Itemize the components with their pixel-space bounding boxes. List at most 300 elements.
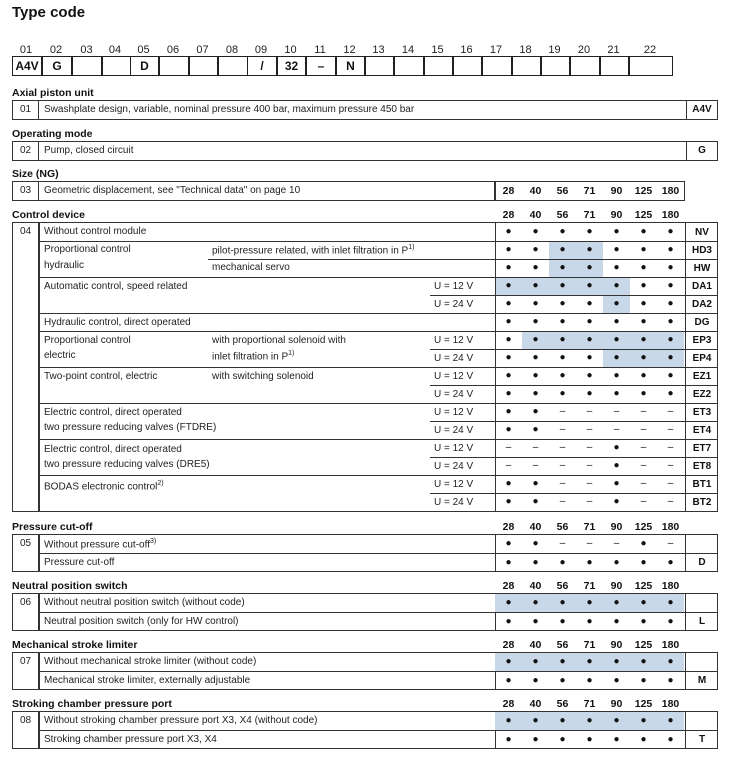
not-available-mark: – — [667, 442, 674, 453]
control-r2c: pilot-pressure related, with inlet filtration in $P^{1)}$ — [212, 244, 415, 257]
nps-row1-label: Without neutral position switch (without code) — [44, 597, 245, 608]
code-box — [394, 56, 424, 76]
control-code: NV — [695, 227, 709, 238]
size-header: 180 — [661, 698, 680, 710]
available-mark: ● — [505, 406, 512, 417]
position-number: 03 — [80, 44, 93, 56]
not-available-mark: – — [613, 424, 620, 435]
available-mark: ● — [505, 734, 512, 745]
size-value: 180 — [661, 185, 680, 197]
available-mark: ● — [559, 316, 566, 327]
code-box — [482, 56, 512, 76]
control-r15a: BODAS electronic control$^{2)}$ — [44, 480, 164, 493]
available-mark: ● — [505, 316, 512, 327]
size-header: 28 — [502, 639, 515, 651]
available-mark: ● — [613, 616, 620, 627]
code-box — [72, 56, 103, 76]
available-mark: ● — [522, 712, 549, 730]
available-mark: ● — [532, 496, 539, 507]
not-available-mark: – — [586, 538, 593, 549]
size-header: 56 — [556, 521, 569, 533]
voltage-label: U = 12 V — [434, 443, 474, 454]
position-number: 22 — [643, 44, 657, 56]
available-mark: ● — [505, 557, 512, 568]
code-box: – — [306, 56, 336, 76]
not-available-mark: – — [559, 442, 566, 453]
available-mark: ● — [495, 712, 522, 730]
size-header: 90 — [610, 521, 623, 533]
scp-number: 08 — [20, 715, 32, 726]
control-r3c: mechanical servo — [212, 262, 290, 273]
available-mark: ● — [532, 406, 539, 417]
scp-row1-label: Without stroking chamber pressure port X3, X4 (without code) — [44, 715, 318, 726]
available-mark: ● — [613, 262, 620, 273]
available-mark: ● — [640, 616, 647, 627]
control-code: EZ1 — [692, 371, 712, 382]
available-mark: ● — [505, 370, 512, 381]
section-pco-heading: Pressure cut-off — [12, 521, 93, 533]
available-mark: ● — [630, 594, 657, 612]
available-mark: ● — [495, 277, 522, 295]
position-number: 08 — [225, 44, 239, 56]
available-mark: ● — [657, 594, 684, 612]
axial-text: Swashplate design, variable, nominal pressure 400 bar, maximum pressure 450 bar — [44, 104, 415, 115]
available-mark: ● — [613, 370, 620, 381]
available-mark: ● — [549, 331, 576, 349]
available-mark: ● — [613, 442, 620, 453]
available-mark: ● — [505, 538, 512, 549]
available-mark: ● — [586, 298, 593, 309]
size-header: 180 — [661, 521, 680, 533]
voltage-label: U = 12 V — [434, 479, 474, 490]
available-mark: ● — [576, 259, 603, 277]
axial-number: 01 — [20, 104, 32, 115]
size-value: 71 — [583, 185, 596, 197]
position-number: 04 — [108, 44, 122, 56]
control-r7b: electric — [44, 350, 76, 361]
not-available-mark: – — [640, 460, 647, 471]
available-mark: ● — [505, 334, 512, 345]
available-mark: ● — [532, 675, 539, 686]
available-mark: ● — [603, 349, 630, 367]
not-available-mark: – — [586, 478, 593, 489]
size-header: 71 — [583, 521, 596, 533]
control-code: DG — [694, 317, 710, 328]
available-mark: ● — [559, 226, 566, 237]
size-header: 40 — [529, 521, 542, 533]
control-r7d: inlet filtration in $P^{1)}$ — [212, 350, 295, 363]
available-mark: ● — [505, 226, 512, 237]
control-code: BT1 — [692, 479, 712, 490]
control-code: DA2 — [691, 299, 712, 310]
available-mark: ● — [549, 594, 576, 612]
code-box: / — [247, 56, 277, 76]
code-box: N — [336, 56, 365, 76]
available-mark: ● — [640, 370, 647, 381]
position-number: 06 — [166, 44, 180, 56]
size-header: 40 — [529, 698, 542, 710]
msl-row2-label: Mechanical stroke limiter, externally adjustable — [44, 675, 251, 686]
available-mark: ● — [532, 244, 539, 255]
available-mark: ● — [549, 241, 576, 259]
available-mark: ● — [586, 370, 593, 381]
available-mark: ● — [586, 557, 593, 568]
axial-code: A4V — [692, 104, 712, 115]
control-code: ET8 — [692, 461, 712, 472]
available-mark: ● — [495, 653, 522, 671]
available-mark: ● — [630, 349, 657, 367]
available-mark: ● — [532, 478, 539, 489]
available-mark: ● — [640, 734, 647, 745]
available-mark: ● — [532, 557, 539, 568]
available-mark: ● — [640, 388, 647, 399]
not-available-mark: – — [667, 478, 674, 489]
available-mark: ● — [603, 295, 630, 313]
available-mark: ● — [603, 331, 630, 349]
available-mark: ● — [505, 616, 512, 627]
available-mark: ● — [667, 388, 674, 399]
size-value: 28 — [502, 185, 515, 197]
available-mark: ● — [522, 594, 549, 612]
code-box — [218, 56, 248, 76]
available-mark: ● — [657, 712, 684, 730]
size-header: 40 — [529, 209, 542, 221]
available-mark: ● — [613, 675, 620, 686]
control-r13a: Electric control, direct operated — [44, 444, 182, 455]
not-available-mark: – — [667, 406, 674, 417]
available-mark: ● — [613, 557, 620, 568]
not-available-mark: – — [586, 406, 593, 417]
available-mark: ● — [586, 388, 593, 399]
available-mark: ● — [613, 496, 620, 507]
control-code: HD3 — [691, 245, 712, 256]
size-header: 90 — [610, 698, 623, 710]
opmode-text: Pump, closed circuit — [44, 145, 134, 156]
available-mark: ● — [505, 244, 512, 255]
nps-code: L — [698, 616, 706, 627]
available-mark: ● — [603, 712, 630, 730]
available-mark: ● — [532, 616, 539, 627]
available-mark: ● — [532, 298, 539, 309]
available-mark: ● — [640, 675, 647, 686]
code-box — [570, 56, 600, 76]
available-mark: ● — [586, 352, 593, 363]
code-box: 32 — [277, 56, 306, 76]
control-code: DA1 — [691, 281, 712, 292]
not-available-mark: – — [532, 442, 539, 453]
not-available-mark: – — [667, 496, 674, 507]
available-mark: ● — [667, 616, 674, 627]
available-mark: ● — [667, 370, 674, 381]
size-header: 56 — [556, 580, 569, 592]
available-mark: ● — [613, 244, 620, 255]
position-number: 11 — [314, 44, 326, 56]
position-number: 20 — [577, 44, 591, 56]
control-r6: Hydraulic control, direct operated — [44, 317, 191, 328]
control-r2b: hydraulic — [44, 260, 85, 271]
not-available-mark: – — [640, 406, 647, 417]
section-msl-heading: Mechanical stroke limiter — [12, 639, 138, 651]
available-mark: ● — [613, 226, 620, 237]
code-box — [159, 56, 189, 76]
available-mark: ● — [559, 675, 566, 686]
pco-number: 05 — [20, 538, 32, 549]
voltage-label: U = 12 V — [434, 335, 474, 346]
available-mark: ● — [559, 616, 566, 627]
available-mark: ● — [576, 331, 603, 349]
available-mark: ● — [667, 226, 674, 237]
size-header: 125 — [634, 639, 653, 651]
available-mark: ● — [640, 557, 647, 568]
nps-number: 06 — [20, 597, 32, 608]
pco-row1-label: Without pressure cut-off$^{3)}$ — [44, 538, 157, 551]
available-mark: ● — [630, 653, 657, 671]
position-number: 15 — [431, 44, 444, 56]
available-mark: ● — [640, 244, 647, 255]
available-mark: ● — [505, 352, 512, 363]
available-mark: ● — [559, 352, 566, 363]
position-number: 02 — [49, 44, 63, 56]
code-box — [424, 56, 453, 76]
available-mark: ● — [559, 298, 566, 309]
size-header: 28 — [502, 580, 515, 592]
size-header: 90 — [610, 580, 623, 592]
available-mark: ● — [603, 653, 630, 671]
scp-row2-label: Stroking chamber pressure port X3, X4 — [44, 734, 217, 745]
available-mark: ● — [522, 277, 549, 295]
section-axial-heading: Axial piston unit — [12, 87, 94, 99]
available-mark: ● — [603, 277, 630, 295]
voltage-label: U = 12 V — [434, 281, 474, 292]
code-box — [365, 56, 394, 76]
size-value: 40 — [529, 185, 542, 197]
control-r9a: Two-point control, electric — [44, 371, 158, 382]
not-available-mark: – — [559, 406, 566, 417]
section-opmode-heading: Operating mode — [12, 128, 93, 140]
available-mark: ● — [559, 734, 566, 745]
size-value: 90 — [610, 185, 623, 197]
available-mark: ● — [505, 262, 512, 273]
page-title: Type code — [12, 4, 86, 21]
available-mark: ● — [576, 277, 603, 295]
position-number: 12 — [343, 44, 356, 56]
control-r7c: with proportional solenoid with — [212, 335, 346, 346]
available-mark: ● — [576, 594, 603, 612]
available-mark: ● — [549, 653, 576, 671]
code-box — [512, 56, 541, 76]
position-number: 05 — [137, 44, 150, 56]
position-number: 18 — [519, 44, 532, 56]
not-available-mark: – — [559, 538, 566, 549]
code-box — [453, 56, 482, 76]
available-mark: ● — [586, 675, 593, 686]
code-box — [189, 56, 218, 76]
available-mark: ● — [640, 226, 647, 237]
control-code: EP4 — [692, 353, 712, 364]
available-mark: ● — [532, 352, 539, 363]
position-number: 17 — [489, 44, 503, 56]
code-box — [600, 56, 629, 76]
available-mark: ● — [505, 388, 512, 399]
available-mark: ● — [532, 316, 539, 327]
voltage-label: U = 24 V — [434, 389, 474, 400]
control-r13b: two pressure reducing valves (DRE5) — [44, 459, 210, 470]
not-available-mark: – — [667, 538, 674, 549]
available-mark: ● — [522, 653, 549, 671]
available-mark: ● — [495, 594, 522, 612]
not-available-mark: – — [559, 460, 566, 471]
pco-row2-label: Pressure cut-off — [44, 557, 115, 568]
size-header: 28 — [502, 209, 515, 221]
available-mark: ● — [505, 298, 512, 309]
size-header: 28 — [502, 698, 515, 710]
available-mark: ● — [505, 478, 512, 489]
available-mark: ● — [640, 538, 647, 549]
size-header: 125 — [634, 209, 653, 221]
control-r2a: Proportional control — [44, 244, 131, 255]
size-header: 71 — [583, 698, 596, 710]
msl-code: M — [697, 675, 707, 686]
available-mark: ● — [532, 370, 539, 381]
not-available-mark: – — [640, 478, 647, 489]
available-mark: ● — [522, 331, 549, 349]
nps-row2-label: Neutral position switch (only for HW control) — [44, 616, 239, 627]
available-mark: ● — [657, 349, 684, 367]
available-mark: ● — [532, 388, 539, 399]
available-mark: ● — [576, 241, 603, 259]
opmode-code: G — [698, 145, 706, 156]
available-mark: ● — [603, 594, 630, 612]
available-mark: ● — [532, 424, 539, 435]
not-available-mark: – — [532, 460, 539, 471]
available-mark: ● — [559, 557, 566, 568]
size-header: 56 — [556, 698, 569, 710]
available-mark: ● — [657, 331, 684, 349]
section-control-heading: Control device — [12, 209, 85, 221]
available-mark: ● — [505, 424, 512, 435]
available-mark: ● — [586, 734, 593, 745]
not-available-mark: – — [559, 424, 566, 435]
size-header: 180 — [661, 580, 680, 592]
available-mark: ● — [640, 316, 647, 327]
position-number: 14 — [401, 44, 415, 56]
size-header: 71 — [583, 209, 596, 221]
position-number: 09 — [254, 44, 268, 56]
position-number: 13 — [372, 44, 385, 56]
available-mark: ● — [667, 262, 674, 273]
not-available-mark: – — [586, 442, 593, 453]
voltage-label: U = 24 V — [434, 353, 474, 364]
msl-row1-label: Without mechanical stroke limiter (without code) — [44, 656, 257, 667]
control-code: ET7 — [692, 443, 712, 454]
position-number: 16 — [460, 44, 473, 56]
available-mark: ● — [667, 557, 674, 568]
not-available-mark: – — [559, 478, 566, 489]
available-mark: ● — [532, 734, 539, 745]
not-available-mark: – — [586, 460, 593, 471]
control-code: ET3 — [692, 407, 712, 418]
available-mark: ● — [613, 734, 620, 745]
size-header: 40 — [529, 639, 542, 651]
control-code: HW — [693, 263, 711, 274]
control-number: 04 — [20, 226, 32, 237]
code-box — [629, 56, 673, 76]
available-mark: ● — [640, 262, 647, 273]
available-mark: ● — [630, 331, 657, 349]
available-mark: ● — [532, 226, 539, 237]
available-mark: ● — [559, 370, 566, 381]
available-mark: ● — [505, 675, 512, 686]
code-box — [101, 56, 131, 76]
control-r1: Without control module — [44, 226, 147, 237]
size-header: 28 — [502, 521, 515, 533]
available-mark: ● — [549, 259, 576, 277]
size-header: 125 — [634, 521, 653, 533]
available-mark: ● — [667, 734, 674, 745]
available-mark: ● — [667, 316, 674, 327]
available-mark: ● — [640, 298, 647, 309]
voltage-label: U = 24 V — [434, 497, 474, 508]
not-available-mark: – — [613, 406, 620, 417]
available-mark: ● — [667, 675, 674, 686]
not-available-mark: – — [640, 442, 647, 453]
available-mark: ● — [576, 712, 603, 730]
control-r4: Automatic control, speed related — [44, 281, 188, 292]
voltage-label: U = 24 V — [434, 299, 474, 310]
available-mark: ● — [505, 496, 512, 507]
size-value: 125 — [634, 185, 653, 197]
position-number: 07 — [196, 44, 209, 56]
available-mark: ● — [667, 298, 674, 309]
control-code: EP3 — [692, 335, 712, 346]
available-mark: ● — [613, 478, 620, 489]
size-header: 180 — [661, 209, 680, 221]
size-header: 180 — [661, 639, 680, 651]
not-available-mark: – — [586, 496, 593, 507]
not-available-mark: – — [505, 442, 512, 453]
position-number: 19 — [548, 44, 561, 56]
control-code: EZ2 — [692, 389, 712, 400]
control-code: BT2 — [692, 497, 712, 508]
available-mark: ● — [613, 460, 620, 471]
position-number: 21 — [607, 44, 620, 56]
code-box: A4V — [12, 56, 42, 76]
section-size-heading: Size (NG) — [12, 168, 59, 180]
available-mark: ● — [576, 653, 603, 671]
voltage-label: U = 24 V — [434, 425, 474, 436]
voltage-label: U = 12 V — [434, 371, 474, 382]
not-available-mark: – — [667, 424, 674, 435]
available-mark: ● — [630, 712, 657, 730]
size-header: 90 — [610, 639, 623, 651]
size-number: 03 — [20, 185, 32, 196]
size-header: 125 — [634, 698, 653, 710]
control-code: ET4 — [692, 425, 712, 436]
code-box: G — [42, 56, 72, 76]
size-header: 40 — [529, 580, 542, 592]
available-mark: ● — [640, 280, 647, 291]
available-mark: ● — [586, 226, 593, 237]
position-number: 01 — [19, 44, 33, 56]
available-mark: ● — [549, 277, 576, 295]
section-nps-heading: Neutral position switch — [12, 580, 128, 592]
not-available-mark: – — [586, 424, 593, 435]
not-available-mark: – — [505, 460, 512, 471]
voltage-label: U = 24 V — [434, 461, 474, 472]
available-mark: ● — [613, 388, 620, 399]
size-header: 125 — [634, 580, 653, 592]
size-header: 71 — [583, 580, 596, 592]
